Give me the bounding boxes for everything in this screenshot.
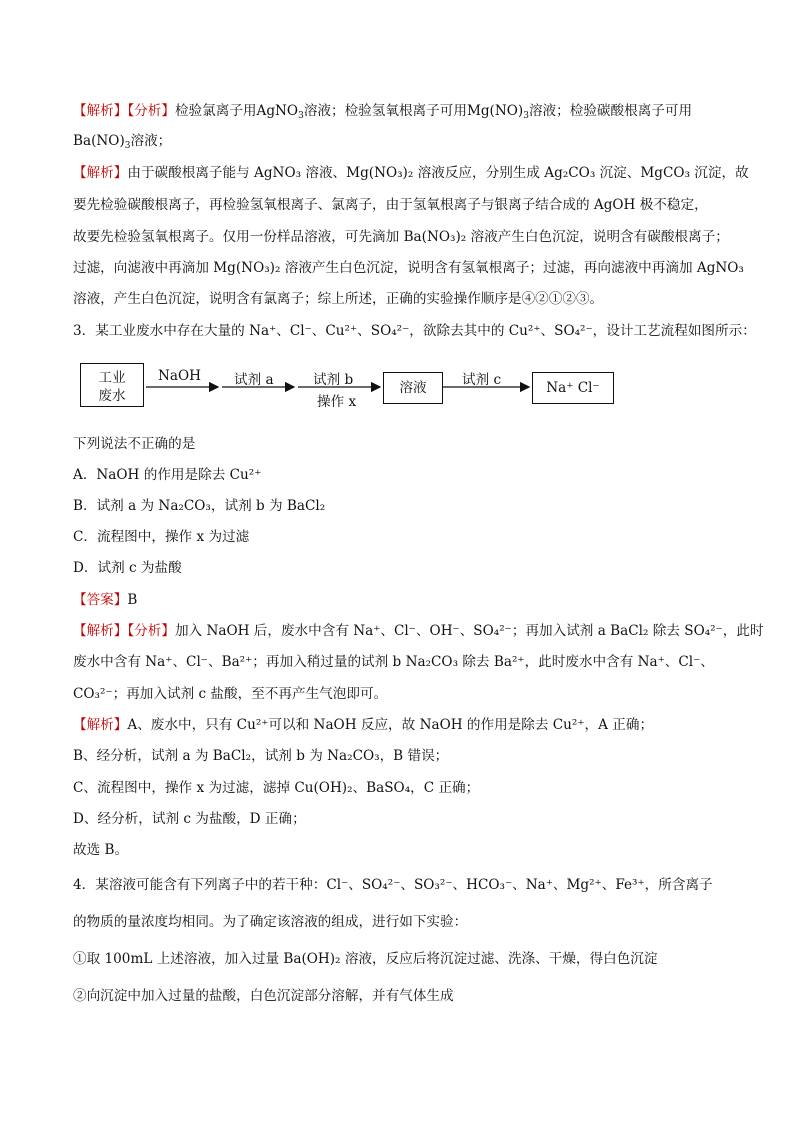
label-reagent-c: 试剂 c (462, 372, 502, 388)
explain-line-3: C、流程图中，操作 x 为过滤，滤掉 Cu(OH)₂、BaSO₄，C 正确； (73, 780, 480, 796)
analysis-2-line-2: 要先检验碳酸根离子，再检验氢氧根离子、氯离子，由于氢氧根离子与银离子结合成的 AgOH 极不稳定， (73, 197, 708, 213)
explain-line-5: 故选 B。 (73, 842, 129, 858)
label-reagent-b: 试剂 b (313, 372, 354, 388)
analysis-2-line-3: 故要先检验氢氧根离子。仅用一份样品溶液，可先滴加 Ba(NO₃)₂ 溶液产生白色沉淀，说明含有碳酸根离子； (73, 229, 729, 245)
analysis-3-line-2: 废水中含有 Na⁺、Cl⁻、Ba²⁺；再加入稍过量的试剂 b Na₂CO₃ 除去 Ba²⁺，此时废水中含有 Na⁺、Cl⁻、 (73, 654, 714, 670)
question-4-stem-2: 的物质的量浓度均相同。为了确定该溶液的组成，进行如下实验： (73, 914, 468, 930)
label-naoh: NaOH (158, 368, 201, 384)
wastewater-box: 工业 废水 (80, 363, 144, 407)
analysis-1-line-1: 【解析】【分析】检验氯离子用AgNO$_3$溶液；检验氢氧根离子可用$Mg(NO)_3$溶液；检验碳酸根离子可用 (73, 103, 693, 121)
explain-line-4: D、经分析，试剂 c 为盐酸，D 正确； (73, 811, 306, 827)
question-4-step-2: ②向沉淀中加入过量的盐酸，白色沉淀部分溶解，并有气体生成 (73, 988, 454, 1004)
analysis-tag: 【解析】 (73, 717, 128, 733)
option-b: B．试剂 a 为 Na₂CO₃，试剂 b 为 BaCl₂ (73, 498, 326, 514)
question-4-stem-1: 4．某溶液可能含有下列离子中的若干种：Cl⁻、SO₄²⁻、SO₃²⁻、HCO₃⁻、Na⁺、Mg²⁺、Fe³⁺，所含离子 (73, 877, 713, 893)
option-a: A．NaOH 的作用是除去 Cu²⁺ (73, 467, 262, 483)
label-reagent-a: 试剂 a (234, 372, 274, 388)
analysis-tag: 【解析】 (73, 165, 128, 181)
answer-value: B (127, 592, 138, 608)
analysis-tag: 【解析】【分析】 (73, 103, 175, 119)
analysis-tag: 【解析】【分析】 (73, 623, 175, 639)
solution-box: 溶液 (383, 372, 443, 404)
product-box: Na⁺ Cl⁻ (532, 372, 614, 404)
label-operation-x: 操作 x (317, 394, 357, 410)
answer-line (73, 590, 137, 610)
analysis-1-line-2: $Ba(NO)_3$溶液； (73, 133, 172, 151)
question-4-step-1: ①取 100mL 上述溶液，加入过量 Ba(OH)₂ 溶液，反应后将沉淀过滤、洗涤、干燥，得白色沉淀 (73, 951, 658, 967)
answer-tag: 【答案】 (73, 592, 128, 608)
option-c: C．流程图中，操作 x 为过滤 (73, 529, 250, 545)
explain-line-2: B、经分析，试剂 a 为 BaCl₂，试剂 b 为 Na₂CO₃，B 错误； (73, 748, 449, 764)
analysis-3-line-3: CO₃²⁻；再加入试剂 c 盐酸，至不再产生气泡即可。 (73, 686, 388, 702)
analysis-2-line-4: 过滤，向滤液中再滴加 Mg(NO₃)₂ 溶液产生白色沉淀，说明含有氢氧根离子；过滤，再向滤液中再滴加 AgNO₃ (73, 260, 744, 276)
explain-line-1: 【解析】A、废水中，只有 Cu²⁺可以和 NaOH 反应，故 NaOH 的作用是除去 Cu²⁺，A 正确； (73, 717, 654, 733)
analysis-2-line-1: 【解析】由于碳酸根离子能与 AgNO₃ 溶液、Mg(NO₃)₂ 溶液反应，分别生成 Ag₂CO₃ 沉淀、MgCO₃ 沉淀，故 (73, 165, 749, 181)
question-3-stem: 3．某工业废水中存在大量的 Na⁺、Cl⁻、Cu²⁺、SO₄²⁻，欲除去其中的 Cu²⁺、SO₄²⁻，设计工艺流程如图所示： (73, 323, 756, 339)
question-3-ask: 下列说法不正确的是 (73, 436, 196, 452)
analysis-2-line-5: 溶液，产生白色沉淀，说明含有氯离子；综上所述，正确的实验操作顺序是④②①②③。 (73, 291, 604, 307)
option-d: D．试剂 c 为盐酸 (73, 560, 182, 576)
analysis-3-line-1: 【解析】【分析】加入 NaOH 后，废水中含有 Na⁺、Cl⁻、OH⁻、SO₄²⁻；再加入试剂 a BaCl₂ 除去 SO₄²⁻，此时 (73, 623, 764, 639)
